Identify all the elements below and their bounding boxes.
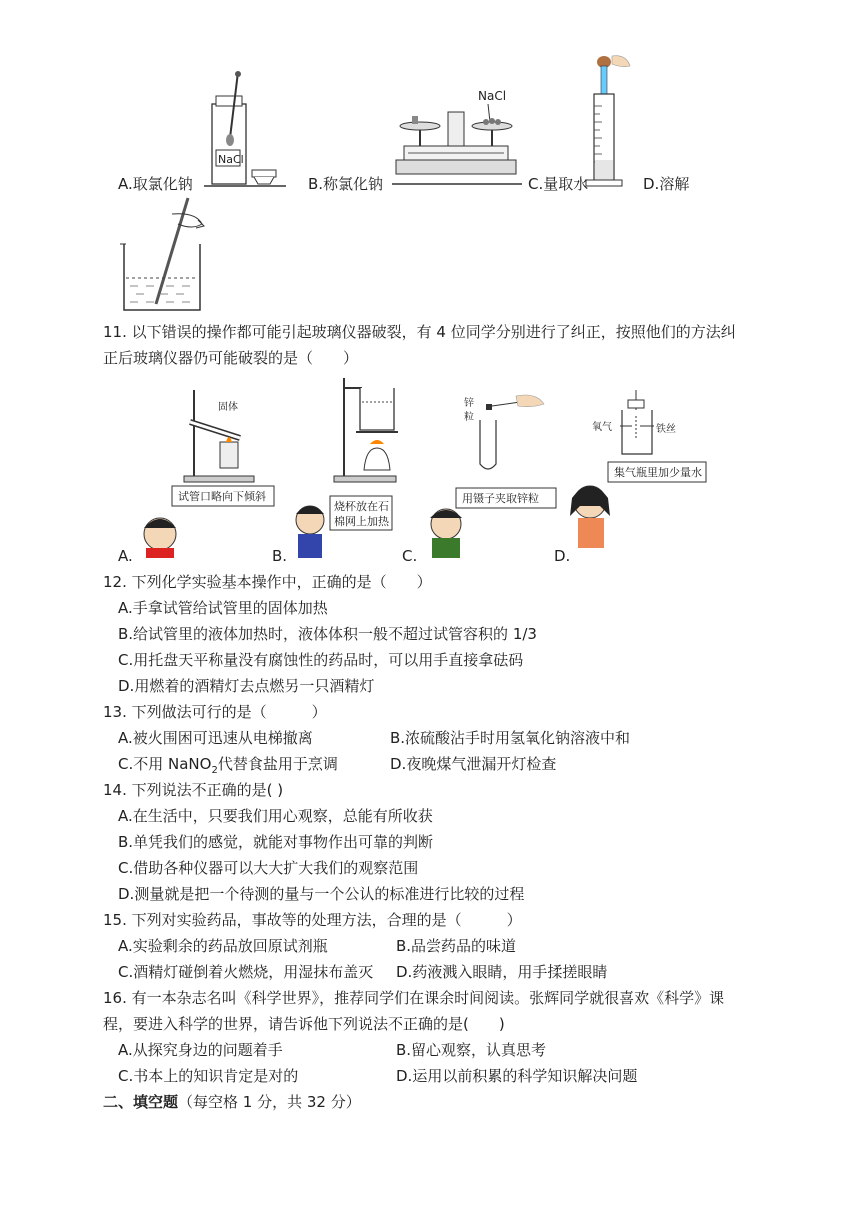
- section2-heading: [103, 1092, 361, 1112]
- q11-d-bubble: 集气瓶里加少量水: [614, 466, 702, 479]
- q15-option-d: D.药液溅入眼睛，用手揉搓眼睛: [396, 963, 608, 981]
- q15-stem: 15. 下列对实验药品，事故等的处理方法，合理的是（ ）: [103, 911, 522, 929]
- q13-option-c-sub: 2: [211, 765, 218, 776]
- q11-c-bubble: 用镊子夹取锌粒: [462, 492, 539, 505]
- q15-option-a: A.实验剩余的药品放回原试剂瓶: [118, 937, 328, 955]
- q10-option-a: A.取氯化钠: [118, 175, 193, 193]
- q11-stem-line1: 11. 以下错误的操作都可能引起玻璃仪器破裂，有 4 位同学分别进行了纠正，按照他们的方法纠: [103, 323, 736, 341]
- q11-b-bubble-line1: 烧杯放在石: [334, 500, 389, 513]
- q11-c-tag2: 粒: [464, 412, 474, 423]
- graduated-cylinder-figure: [582, 52, 642, 190]
- q14-stem: 14. 下列说法不正确的是( ): [103, 781, 284, 799]
- q16-stem-line1: 16. 有一本杂志名叫《科学世界》，推荐同学们在课余时间阅读。张辉同学就很喜欢《科学》课: [103, 989, 725, 1007]
- q11-c-tag1: 锌: [464, 398, 474, 409]
- q11-a-bubble: 试管口略向下倾斜: [178, 490, 266, 503]
- q16-option-c: C.书本上的知识肯定是对的: [118, 1067, 299, 1085]
- q11-stem-line2: 正后玻璃仪器仍可能破裂的是（ ）: [103, 349, 359, 367]
- section2-title: 二、填空题: [103, 1093, 179, 1111]
- q12-option-c: C.用托盘天平称量没有腐蚀性的药品时，可以用手直接拿砝码: [118, 651, 524, 669]
- q11-panel-c-figure: [420, 390, 560, 558]
- q15-option-b: B.品尝药品的味道: [396, 937, 517, 955]
- q12-stem: 12. 下列化学实验基本操作中，正确的是（ ）: [103, 573, 432, 591]
- q11-d-tag2: 铁丝: [656, 424, 676, 435]
- balance-reagent-label: NaCl: [478, 89, 507, 103]
- q11-panel-b-letter: B.: [272, 547, 288, 565]
- balance-figure: [392, 84, 522, 190]
- q10-option-b: B.称氯化钠: [308, 175, 384, 193]
- q10-option-d: D.溶解: [643, 175, 690, 193]
- q16-stem-line2: 程，要进入科学的世界，请告诉他下列说法不正确的是( ): [103, 1015, 505, 1033]
- q11-panel-a-figure: [132, 382, 282, 558]
- beaker-stirring-figure: [116, 194, 206, 316]
- q15-option-c: C.酒精灯碰倒着火燃烧，用湿抹布盖灭: [118, 963, 374, 981]
- q14-option-d: D.测量就是把一个待测的量与一个公认的标准进行比较的过程: [118, 885, 525, 903]
- q11-panel-d-letter: D.: [554, 547, 571, 565]
- q11-panel-d-figure: [570, 386, 710, 558]
- q13-option-d: D.夜晚煤气泄漏开灯检查: [390, 755, 557, 773]
- q13-option-c: [118, 754, 338, 781]
- q14-option-b: B.单凭我们的感觉，就能对事物作出可靠的判断: [118, 833, 434, 851]
- q14-option-c: C.借助各种仪器可以大大扩大我们的观察范围: [118, 859, 419, 877]
- q11-b-bubble-line2: 棉网上加热: [334, 515, 389, 528]
- q13-option-b: B.浓硫酸沾手时用氢氧化钠溶液中和: [390, 729, 631, 747]
- reagent-bottle-figure: [200, 68, 290, 190]
- q11-panel-c-letter: C.: [402, 547, 418, 565]
- q11-panel-a-letter: A.: [118, 547, 133, 565]
- q10-option-c: C.量取水: [528, 175, 589, 193]
- reagent-label: NaCl: [218, 153, 244, 166]
- q16-option-a: A.从探究身边的问题着手: [118, 1041, 283, 1059]
- q11-panel-b-figure: [290, 374, 400, 560]
- q11-d-tag1: 氧气: [592, 422, 612, 433]
- section2-note: （每空格 1 分，共 32 分）: [178, 1093, 361, 1111]
- q12-option-a: A.手拿试管给试管里的固体加热: [118, 599, 328, 617]
- q12-option-b: B.给试管里的液体加热时，液体体积一般不超过试管容积的 1/3: [118, 625, 537, 643]
- q14-option-a: A.在生活中，只要我们用心观察，总能有所收获: [118, 807, 433, 825]
- q11-a-tag: 固体: [218, 402, 238, 413]
- q13-option-a: A.被火围困可迅速从电梯撤离: [118, 729, 313, 747]
- q16-option-d: D.运用以前积累的科学知识解决问题: [396, 1067, 638, 1085]
- q16-option-b: B.留心观察，认真思考: [396, 1041, 547, 1059]
- q13-option-c-pre: C.不用 NaNO: [118, 755, 212, 773]
- q13-stem: 13. 下列做法可行的是（ ）: [103, 703, 327, 721]
- q13-option-c-post: 代替食盐用于烹调: [217, 755, 338, 773]
- q12-option-d: D.用燃着的酒精灯去点燃另一只酒精灯: [118, 677, 375, 695]
